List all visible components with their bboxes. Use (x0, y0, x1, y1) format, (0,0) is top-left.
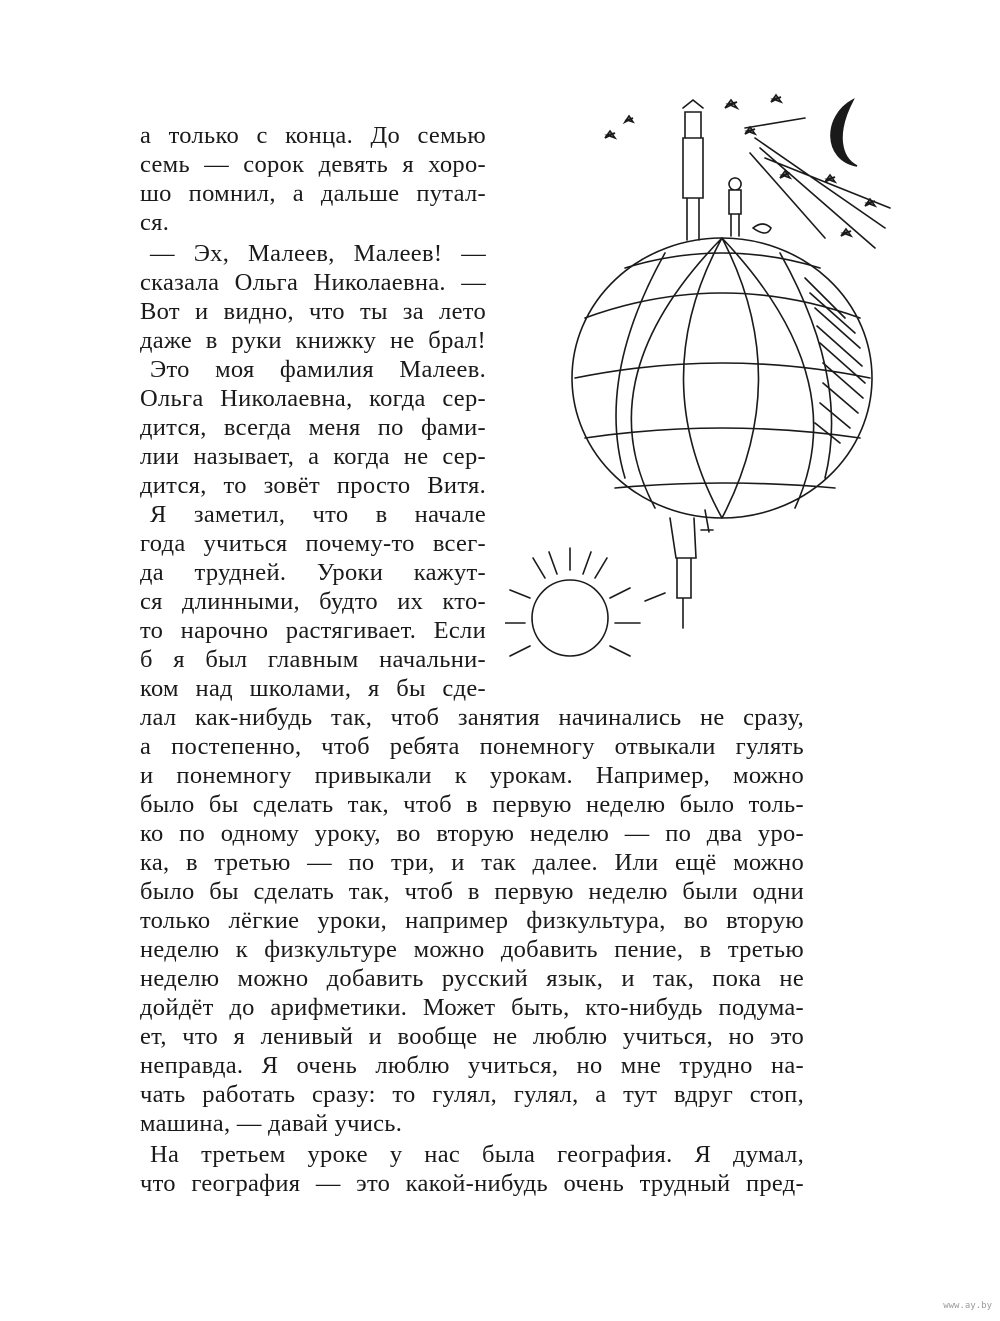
text-line: дойдёт до арифметики. Может быть, кто-нибудь подума- (140, 994, 804, 1021)
star-icon (605, 95, 875, 236)
text-line: было бы сделать так, чтоб в первую неделю были одни (140, 878, 804, 905)
text-line: ком над школами, я бы сде- (140, 675, 486, 702)
text-line: — Эх, Малеев, Малеев! — (150, 240, 486, 267)
text-line: ет, что я ленивый и вообще не люблю учиться, но это (140, 1023, 804, 1050)
text-line: ся. (140, 209, 170, 236)
text-line: и понемногу привыкали к урокам. Например, можно (140, 762, 804, 789)
text-line: неправда. Я очень люблю учиться, но мне трудно на- (140, 1052, 804, 1079)
text-line: Вот и видно, что ты за лето (140, 298, 486, 325)
text-line: лал как-нибудь так, чтоб занятия начинались не сразу, (140, 704, 804, 731)
globe-illustration (505, 78, 900, 678)
text-line: неделю к физкультуре можно добавить пение, в третью (140, 936, 804, 963)
text-line: сказала Ольга Николаевна. — (140, 269, 486, 296)
text-line: то нарочно растягивает. Если (140, 617, 486, 644)
text-line: года учиться почему-то всег- (140, 530, 486, 557)
text-line: Я заметил, что в начале (150, 501, 486, 528)
text-line: ка, в третью — по три, и так далее. Или ещё можно (140, 849, 804, 876)
text-line: шо помнил, а дальше путал- (140, 180, 486, 207)
text-line: а только с конца. До семью (140, 122, 486, 149)
text-line: а постепенно, чтоб ребята понемногу отвыкали гулять (140, 733, 804, 760)
watermark: www.ay.by (943, 1301, 992, 1311)
sun-icon (532, 580, 608, 656)
text-line: Это моя фамилия Малеев. (150, 356, 486, 383)
text-line: ко по одному уроку, во вторую неделю — по два уро- (140, 820, 804, 847)
text-line: чать работать сразу: то гулял, гулял, а тут вдруг стоп, (140, 1081, 804, 1108)
moon-icon (831, 100, 857, 166)
text-line: дится, всегда меня по фами- (140, 414, 486, 441)
text-line: было бы сделать так, чтоб в первую неделю было толь- (140, 791, 804, 818)
text-line: б я был главным начальни- (140, 646, 486, 673)
text-line: семь — сорок девять я хоро- (140, 151, 486, 178)
text-line: машина, — давай учись. (140, 1110, 403, 1137)
text-line: неделю можно добавить русский язык, и так, пока не (140, 965, 804, 992)
text-line: ся длинными, будто их кто- (140, 588, 486, 615)
text-line: Ольга Николаевна, когда сер- (140, 385, 486, 412)
text-line: дится, то зовёт просто Витя. (140, 472, 486, 499)
text-line: что география — это какой-нибудь очень трудный пред- (140, 1170, 804, 1197)
text-line: На третьем уроке у нас была география. Я думал, (150, 1141, 804, 1168)
text-line: даже в руки книжку не брал! (140, 327, 486, 354)
text-line: лии называет, а когда не сер- (140, 443, 486, 470)
text-line: да трудней. Уроки кажут- (140, 559, 486, 586)
text-line: только лёгкие уроки, например физкультура, во вторую (140, 907, 804, 934)
